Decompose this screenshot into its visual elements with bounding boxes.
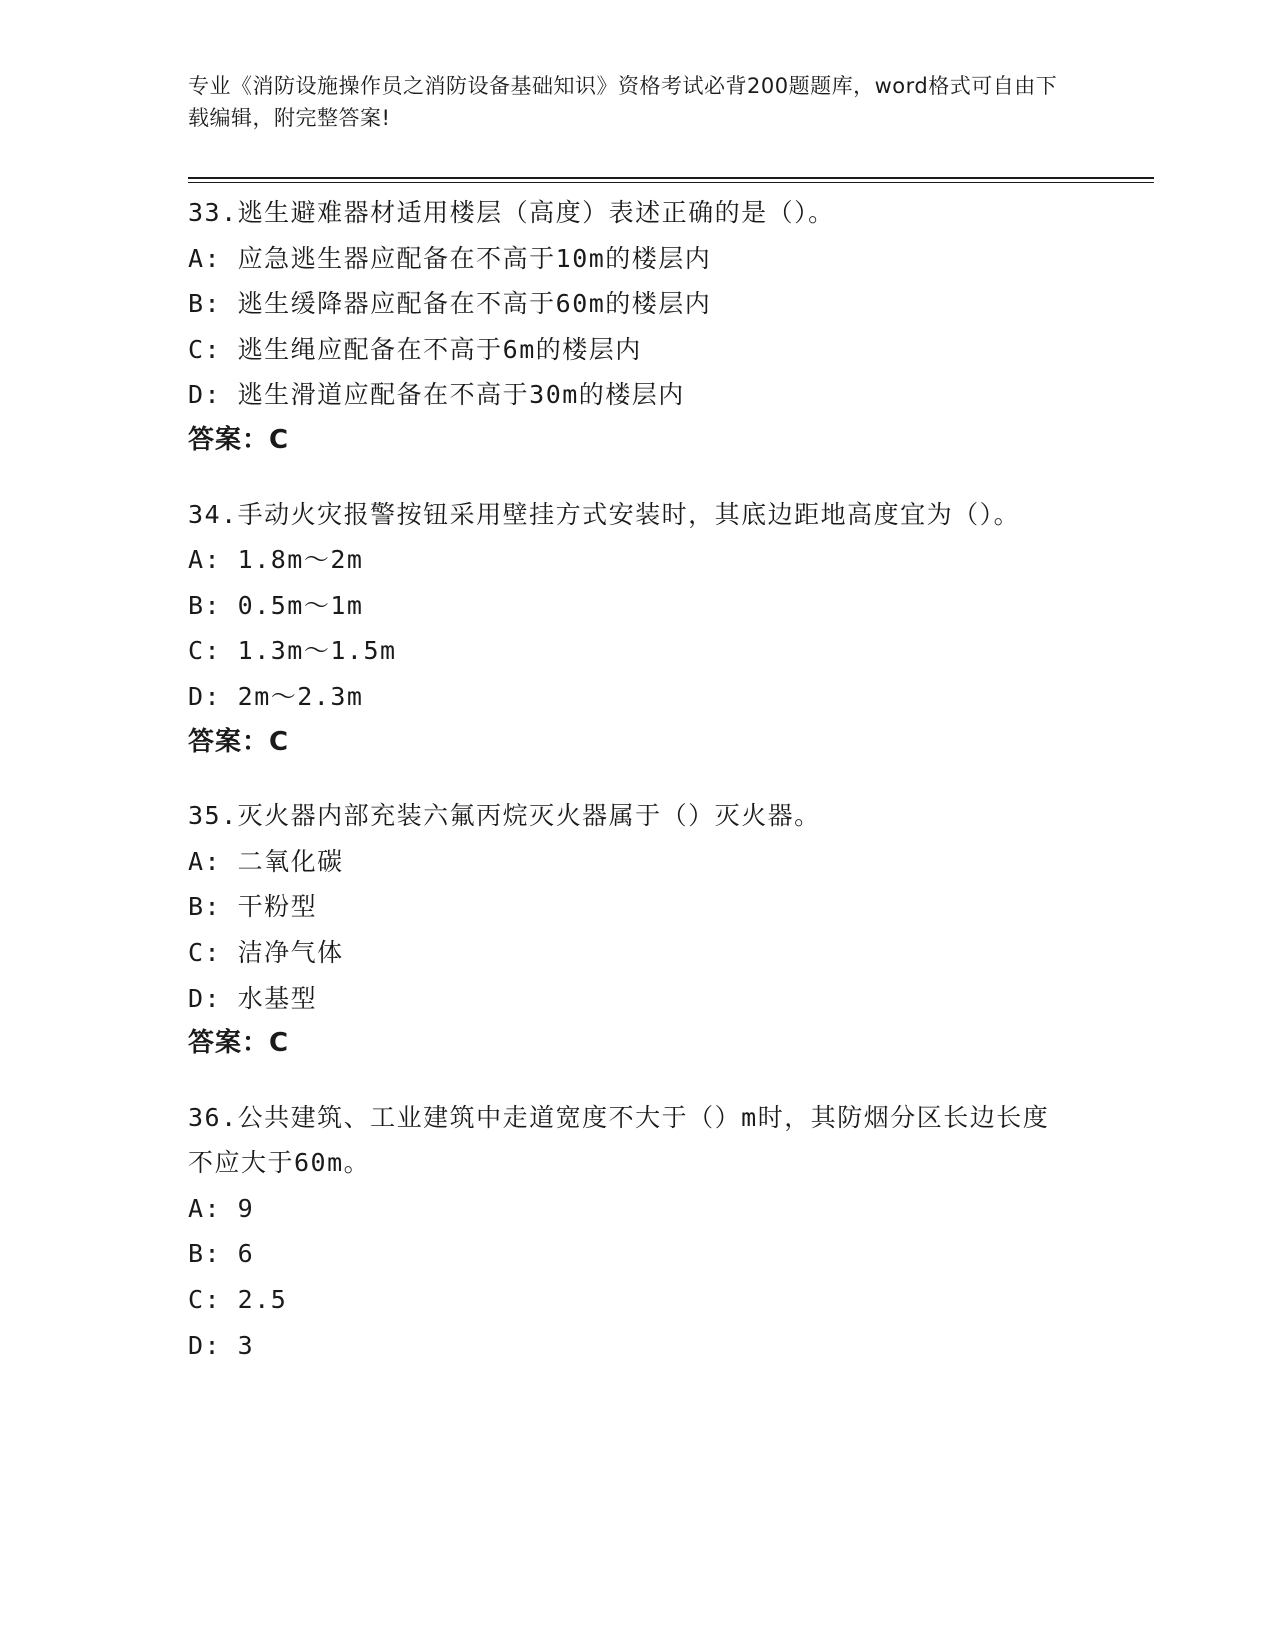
question-stem: 33.逃生避难器材适用楼层（高度）表述正确的是（）。 xyxy=(188,198,835,227)
question-36 xyxy=(188,1095,1068,1369)
answer: 答案：C xyxy=(188,726,290,757)
option-c: C: 洁净气体 xyxy=(188,937,344,967)
option-b: B: 6 xyxy=(188,1239,255,1269)
question-35 xyxy=(188,793,1068,1067)
option-c: C: 1.3m～1.5m xyxy=(188,636,397,666)
option-a: A: 应急逃生器应配备在不高于10m的楼层内 xyxy=(188,243,712,273)
option-a: A: 二氧化碳 xyxy=(188,846,344,876)
option-d: D: 水基型 xyxy=(188,983,318,1013)
option-d: D: 3 xyxy=(188,1330,255,1360)
question-list xyxy=(188,190,1068,1396)
header-rule-thin xyxy=(188,182,1154,183)
question-stem: 36.公共建筑、工业建筑中走道宽度不大于（）m时，其防烟分区长边长度不应大于60m。 xyxy=(188,1102,1050,1178)
document-intro: 专业《消防设施操作员之消防设备基础知识》资格考试必背200题题库，word格式可自由下载编辑，附完整答案! xyxy=(188,74,1058,130)
question-stem: 34.手动火灾报警按钮采用壁挂方式安装时，其底边距地高度宜为（）。 xyxy=(188,499,1021,529)
option-a: A: 9 xyxy=(188,1193,255,1223)
answer: 答案：C xyxy=(188,424,290,455)
option-b: B: 干粉型 xyxy=(188,892,318,922)
question-34 xyxy=(188,492,1068,766)
option-d: D: 逃生滑道应配备在不高于30m的楼层内 xyxy=(188,380,685,410)
header-rule-thick xyxy=(188,177,1154,179)
question-33 xyxy=(188,190,1068,464)
option-d: D: 2m～2.3m xyxy=(188,681,364,711)
option-b: B: 逃生缓降器应配备在不高于60m的楼层内 xyxy=(188,289,712,319)
answer: 答案：C xyxy=(188,1028,290,1059)
option-b: B: 0.5m～1m xyxy=(188,590,364,620)
option-a: A: 1.8m～2m xyxy=(188,545,364,575)
option-c: C: 2.5 xyxy=(188,1285,288,1315)
option-c: C: 逃生绳应配备在不高于6m的楼层内 xyxy=(188,334,642,364)
question-stem: 35.灭火器内部充装六氟丙烷灭火器属于（）灭火器。 xyxy=(188,801,821,831)
